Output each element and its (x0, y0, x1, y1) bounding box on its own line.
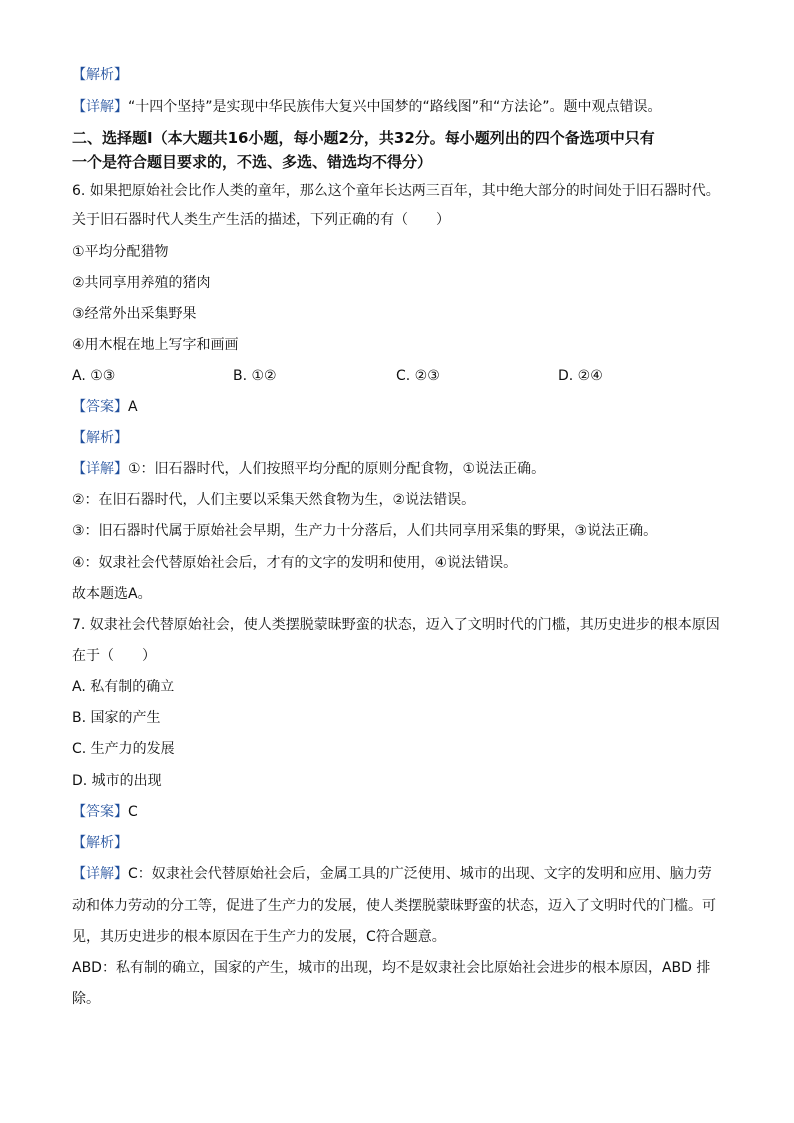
q6-option-c: C. ②③ (396, 368, 440, 384)
q6-detail-line2: ②：在旧石器时代，人们主要以采集天然食物为生，②说法错误。 (72, 492, 476, 508)
q6-stem-line2: 关于旧石器时代人类生产生活的描述，下列正确的有（ ） (72, 212, 450, 228)
q6-answer-value: A (128, 399, 138, 415)
q6-detail-line4: ④：奴隶社会代替原始社会后，才有的文字的发明和使用，④说法错误。 (72, 555, 518, 571)
q7-analysis-tag (72, 833, 128, 853)
prev-detail-text: “十四个坚持”是实现中华民族伟大复兴中国梦的“路线图”和“方法论”。题中观点错误。 (128, 99, 662, 115)
q6-option-a: A. ①③ (72, 368, 116, 384)
detail-tag-label: 【详解】 (72, 99, 128, 115)
q6-item-4: ④用木棍在地上写字和画画 (72, 337, 239, 353)
q7-detail-line1 (72, 864, 712, 884)
q7-detail-line3: 见，其历史进步的根本原因在于生产力的发展，C符合题意。 (72, 929, 446, 945)
q6-detail-text1: ①：旧石器时代，人们按照平均分配的原则分配食物，①说法正确。 (128, 461, 546, 477)
q6-conclusion: 故本题选A。 (72, 586, 152, 602)
q6-option-b: B. ①② (233, 368, 277, 384)
answer-tag-label: 【答案】 (72, 399, 128, 415)
section2-header-line1: 二、选择题Ⅰ（本大题共16小题，每小题2分，共32分。每小题列出的四个备选项中只有 (72, 129, 655, 147)
q7-detail-text1: C：奴隶社会代替原始社会后，金属工具的广泛使用、城市的出现、文字的发明和应用、脑力劳 (128, 866, 712, 882)
q7-stem-line1: 7. 奴隶社会代替原始社会，使人类摆脱蒙昧野蛮的状态，迈入了文明时代的门槛，其历史进步的根本原因 (72, 617, 720, 633)
q7-option-b: B. 国家的产生 (72, 710, 161, 726)
section2-header-line2: 一个是符合题目要求的，不选、多选、错选均不得分） (72, 153, 433, 171)
q6-stem-line1: 6. 如果把原始社会比作人类的童年，那么这个童年长达两三百年，其中绝大部分的时间处于旧石器时代。 (72, 183, 720, 199)
analysis-tag-label: 【解析】 (72, 835, 128, 851)
q7-option-c: C. 生产力的发展 (72, 741, 175, 757)
detail-tag-label: 【详解】 (72, 461, 128, 477)
q7-option-d: D. 城市的出现 (72, 773, 162, 789)
analysis-tag (72, 65, 128, 85)
answer-tag-label: 【答案】 (72, 804, 128, 820)
detail-tag-label: 【详解】 (72, 866, 128, 882)
q6-detail-line3: ③：旧石器时代属于原始社会早期，生产力十分落后，人们共同享用采集的野果，③说法正确。 (72, 523, 658, 539)
q7-detail-line4: ABD：私有制的确立，国家的产生，城市的出现，均不是奴隶社会比原始社会进步的根本原因，ABD 排 (72, 960, 711, 976)
q7-option-a: A. 私有制的确立 (72, 679, 175, 695)
q7-detail-line5: 除。 (72, 991, 100, 1007)
q6-analysis-tag (72, 428, 128, 448)
prev-detail-line (72, 97, 662, 117)
q6-detail-line1 (72, 459, 545, 479)
q7-stem-line2: 在于（ ） (72, 648, 156, 664)
q6-item-1: ①平均分配猎物 (72, 244, 169, 260)
analysis-tag-label: 【解析】 (72, 430, 128, 446)
q6-option-d: D. ②④ (558, 368, 603, 384)
analysis-tag-label: 【解析】 (72, 67, 128, 83)
q6-item-2: ②共同享用养殖的猪肉 (72, 275, 211, 291)
q7-answer-value: C (128, 804, 138, 820)
q7-detail-line2: 动和体力劳动的分工等，促进了生产力的发展，使人类摆脱蒙昧野蛮的状态，迈入了文明时代的门槛。可 (72, 898, 716, 914)
q6-item-3: ③经常外出采集野果 (72, 306, 197, 322)
q6-answer-line (72, 397, 138, 417)
q7-answer-line (72, 802, 138, 822)
